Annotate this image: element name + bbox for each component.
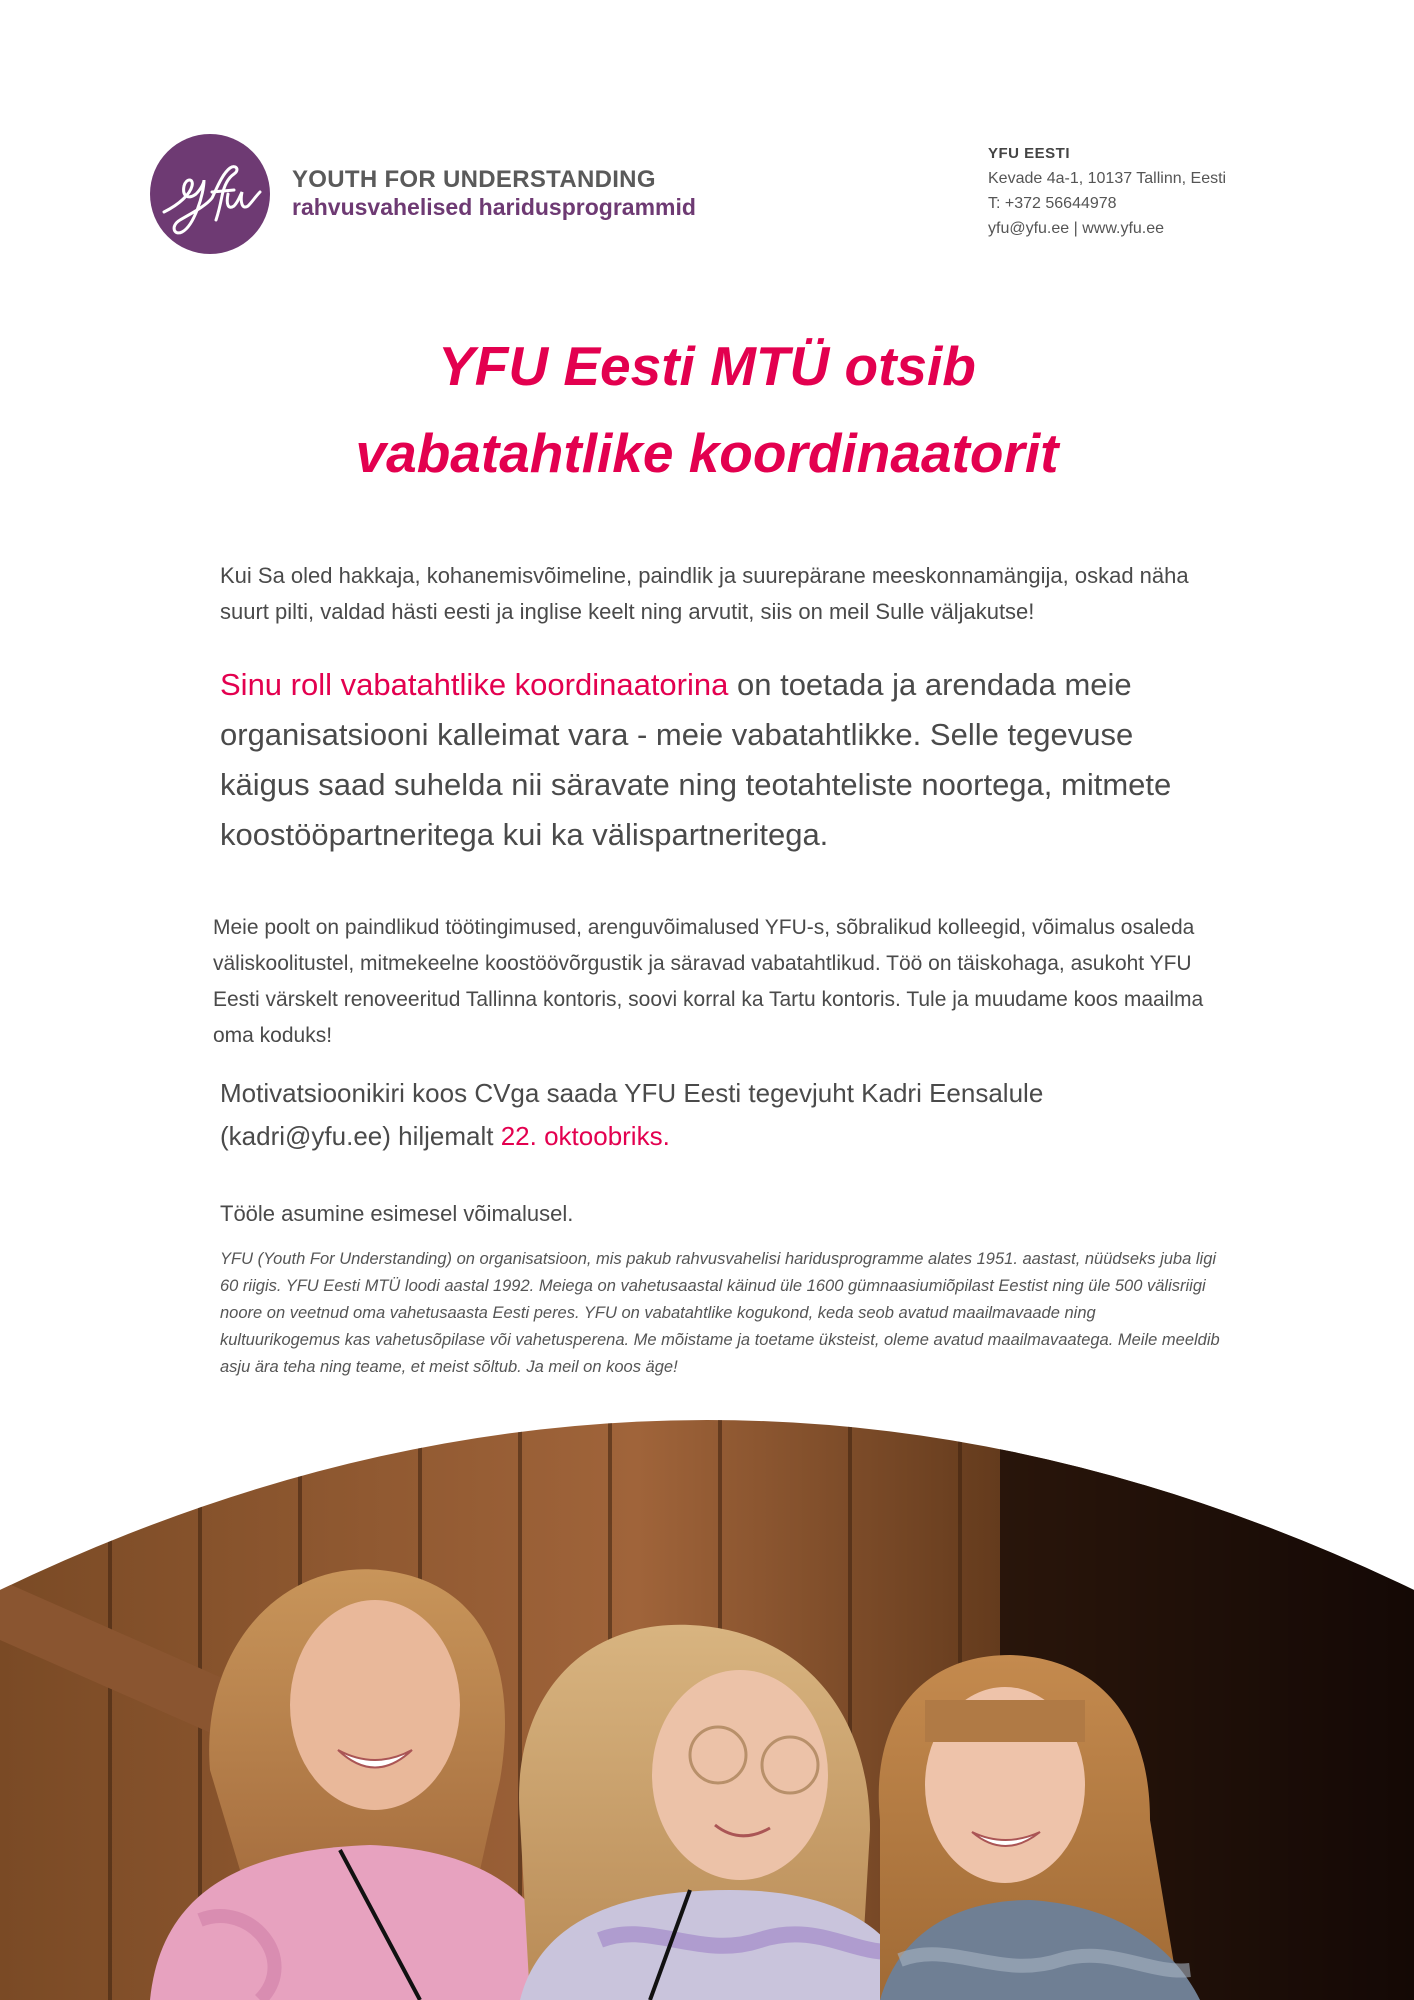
- logo-title: YOUTH FOR UNDERSTANDING: [292, 166, 656, 193]
- team-photo-image: [0, 1400, 1414, 2000]
- intro-paragraph: Kui Sa oled hakkaja, kohanemisvõimeline, paindlik ja suurepärane meeskonnamängija, oskad näha suurt pilti, valdad hästi eesti ja inglise keelt ning arvutit, siis on meil Sulle väljakutse!: [220, 563, 1189, 624]
- logo-subtitle: rahvusvahelised haridusprogrammid: [292, 194, 696, 220]
- contact-block: [988, 141, 1226, 241]
- apply-paragraph: [220, 1072, 1220, 1158]
- contact-email-web: yfu@yfu.ee | www.yfu.ee: [988, 220, 1165, 237]
- contact-phone: T: +372 56644978: [988, 195, 1117, 212]
- page-title-line2: vabatahtlike koordinaatorit: [355, 422, 1059, 484]
- contact-address: Kevade 4a-1, 10137 Tallinn, Eesti: [988, 170, 1227, 187]
- role-paragraph: [220, 660, 1230, 860]
- role-highlight: Sinu roll vabatahtlike koordinaatorina: [220, 667, 729, 702]
- yfu-logo-mark-icon: [150, 134, 270, 254]
- apply-text: Motivatsioonikiri koos CVga saada YFU Eesti tegevjuht Kadri Eensalule (kadri@yfu.ee) hiljemalt: [220, 1078, 1044, 1151]
- about-paragraph: YFU (Youth For Understanding) on organisatsioon, mis pakub rahvusvahelisi haridusprogramme alates 1951. aastast, nüüdseks juba ligi 60 riigis. YFU Eesti MTÜ loodi aastal 1992. Meiega on vahetusaastal käinud üle 1600 gümnaasiumiõpilast Eestist ning üle 500 välisriigi noore on veetnud oma vahetusaasta Eesti peres. YFU on vabatahtlike kogukond, keda seob avatud maailmavaade ning kultuurikogemus kas vahetusõpilase või vahetusperena. Me mõistame ja toetame üksteist, oleme avatud maailmavaatega. Meile meeldib asju ära teha ning teame, et meist sõltub. Ja meil on koos äge!: [220, 1250, 1220, 1376]
- contact-org: YFU EESTI: [988, 145, 1071, 162]
- apply-deadline: 22. oktoobriks.: [500, 1121, 670, 1151]
- role-text: on toetada ja arendada meie organisatsiooni kalleimat vara - meie vabatahtlikke. Selle tegevuse käigus saad suhelda nii säravate ning teotahteliste noortega, mitmete koostööpartneritega kui ka välispartneritega.: [220, 667, 1172, 852]
- page-title-line1: YFU Eesti MTÜ otsib: [438, 335, 976, 397]
- team-photo: [0, 1400, 1414, 2000]
- yfu-logo: [150, 134, 270, 254]
- start-paragraph: Tööle asumine esimesel võimalusel.: [220, 1201, 574, 1226]
- offer-paragraph: Meie poolt on paindlikud töötingimused, arenguvõimalused YFU-s, sõbralikud kolleegid, võimalus osaleda väliskoolitustel, mitmekeelne koostöövõrgustik ja säravad vabatahtlikud. Töö on täiskohaga, asukoht YFU Eesti värskelt renoveeritud Tallinna kontoris, soovi korral ka Tartu kontoris. Tule ja muudame koos maailma oma koduks!: [213, 916, 1204, 1047]
